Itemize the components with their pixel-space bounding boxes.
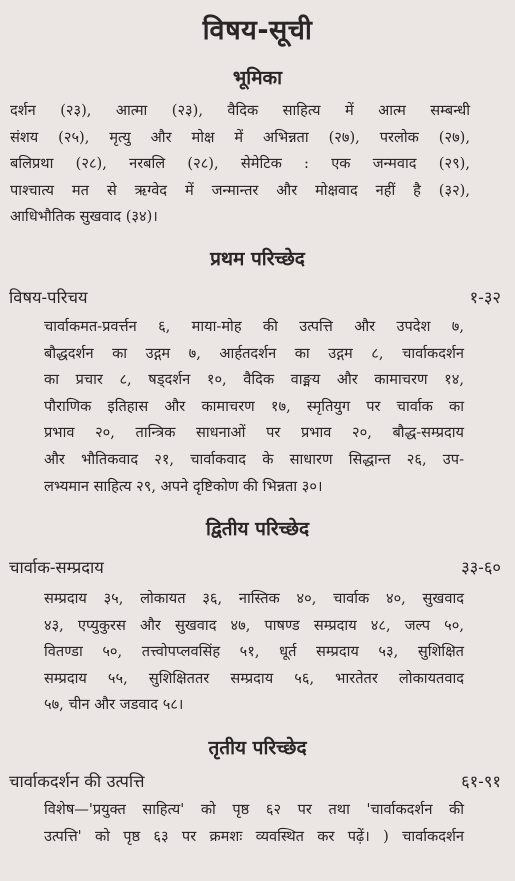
text-line: पौराणिक इतिहास और कामाचरण १७, स्मृतियुग पर चार्वाक का <box>44 397 464 415</box>
text-line: विशेष—'प्रयुक्त साहित्य' को पृष्ठ ६२ पर तथा 'चार्वाकदर्शन की <box>44 801 464 818</box>
chapter-entry-1 <box>9 283 501 309</box>
text-line: बलिप्रथा (२८), नरबलि (२८), सेमेटिक : एक जन्मवाद (२९), <box>10 155 470 173</box>
text-line: का प्रचार ८, षड्दर्शन १०, वैदिक वाङ्मय और कामाचरण १४, <box>44 371 464 389</box>
chapter-topics-1 <box>44 314 464 500</box>
text-line: सम्प्रदाय ५५, सुशिक्षिततर सम्प्रदाय ५६, भारतेतर लोकायतवाद <box>44 669 464 687</box>
text-line: संशय (२५), मृत्यु और मोक्ष में अभिन्नता (२७), परलोक (२७), <box>10 128 470 146</box>
chapter-heading-3: तृतीय परिच्छेद <box>208 737 307 759</box>
section-heading-bhumika: भूमिका <box>232 67 283 89</box>
text-line: आधिभौतिक सुखवाद (३४)। <box>10 208 158 226</box>
text-line: चार्वाकमत-प्रवर्त्तन ६, माया-मोह की उत्पत्ति और उपदेश ७, <box>44 318 464 335</box>
chapter-entry-3 <box>9 767 501 793</box>
chapter-heading-1: प्रथम परिच्छेद <box>210 248 305 270</box>
chapter-page-range: ३३-६० <box>461 557 501 577</box>
chapter-title: विषय-परिचय <box>9 287 88 307</box>
chapter-title: चार्वाक-सम्प्रदाय <box>9 557 104 577</box>
text-line: ५७, चीन और जडवाद ५८। <box>44 696 184 714</box>
text-line: सम्प्रदाय ३५, लोकायत ३६, नास्तिक ४०, चार्वाक ४०, सुखवाद <box>44 590 464 607</box>
chapter-page-range: १-३२ <box>469 287 501 307</box>
chapter-topics-3 <box>44 797 464 850</box>
text-line: पाश्चात्य मत से ऋग्वेद में जन्मान्तर और मोक्षवाद नहीं है (३२), <box>10 181 470 199</box>
text-line: वितण्डा ५०, तत्त्वोपप्लवसिंह ५१, धूर्त सम्प्रदाय ५३, सुशिक्षित <box>44 643 464 661</box>
text-line: प्रभाव २०, तान्त्रिक साधनाओं पर प्रभाव २०, बौद्ध-सम्प्रदाय <box>44 424 464 442</box>
text-line: और भौतिकवाद २१, चार्वाकवाद के साधारण सिद्धान्त २६, उप- <box>44 450 464 468</box>
page-title: विषय-सूची <box>202 15 313 46</box>
chapter-entry-2 <box>9 553 501 579</box>
text-line: बौद्धदर्शन का उद्गम ७, आर्हतदर्शन का उद्गम ८, चार्वाकदर्शन <box>44 344 464 362</box>
chapter-topics-2 <box>44 586 464 719</box>
text-line: उत्पत्ति' को पृष्ठ ६३ पर क्रमशः व्यवस्थित कर पढ़ें। ) चार्वाकदर्शन <box>44 827 464 845</box>
text-line: लभ्यमान साहित्य २९, अपने दृष्टिकोण की भिन्नता ३०। <box>44 477 323 495</box>
chapter-title: चार्वाकदर्शन की उत्पत्ति <box>9 771 145 791</box>
chapter-heading-2: द्वितीय परिच्छेद <box>205 518 310 540</box>
section-body-bhumika <box>10 98 470 231</box>
text-line: ४३, एप्युकुरस और सुखवाद ४७, पाषण्ड सम्प्रदाय ४८, जल्प ५०, <box>44 616 464 634</box>
chapter-page-range: ६१-९१ <box>461 771 501 791</box>
text-line: दर्शन (२३), आत्मा (२३), वैदिक साहित्य में आत्म सम्बन्धी <box>10 102 470 119</box>
